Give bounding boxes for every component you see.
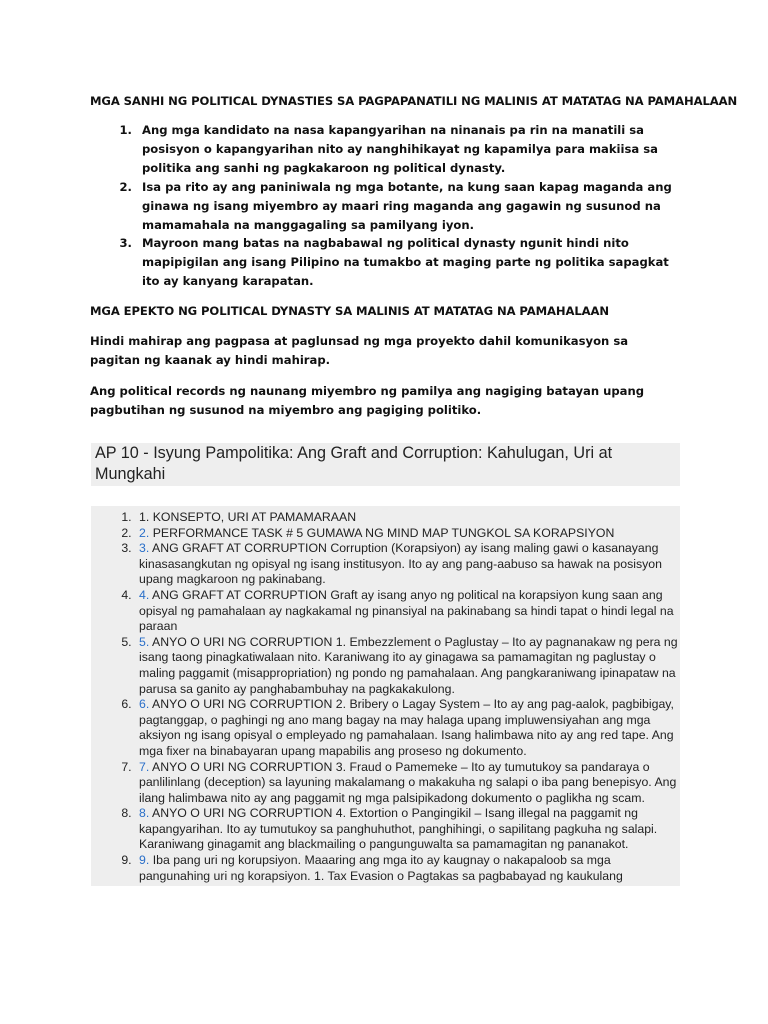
- slide-link[interactable]: 2.: [139, 525, 150, 540]
- list-item: [135, 760, 680, 807]
- list-item: [135, 635, 680, 697]
- item-text: ANYO O URI NG CORRUPTION 3. Fraud o Pamemeke – Ito ay tumutukoy sa pandaraya o panlilinlang (deception) sa layuning makalamang o makakuha ng salapi o iba pang benepisyo. Ang ilang halimbawa nito ay ang paggamit ng mga palsipikadong dokumento o paglikha ng scam.: [139, 759, 677, 805]
- political-dynasty-section: [90, 94, 738, 419]
- causes-heading: MGA SANHI NG POLITICAL DYNASTIES SA PAGPAPANATILI NG MALINIS AT MATATAG NA PAMAHALAAN: [90, 94, 738, 108]
- causes-list: [90, 121, 681, 291]
- effects-paragraph: Hindi mahirap ang pagpasa at paglunsad ng mga proyekto dahil komunikasyon sa pagitan ng kaanak ay hindi mahirap.: [90, 334, 629, 367]
- list-item: [135, 697, 680, 759]
- section-gap: [91, 486, 680, 506]
- slide-link[interactable]: 4.: [139, 587, 150, 602]
- effects-heading: MGA EPEKTO NG POLITICAL DYNASTY SA MALINIS AT MATATAG NA PAMAHALAAN: [90, 304, 610, 319]
- list-item: [135, 541, 680, 588]
- item-text: ANYO O URI NG CORRUPTION 1. Embezzlement o Paglustay – Ito ay pagnanakaw ng pera ng isang taong pinagkatiwalaan nito. Karaniwang ito ay ginagawa sa pamamagitan ng paglustay o maling paggamit (misappropriation) ng pondo ng pamahalaan. Ang pangkaraniwang ipinapataw na parusa sa ganito ay panghabambuhay na pagkakakulong.: [139, 634, 678, 696]
- list-item: 1. Ang mga kandidato na nasa kapangyarihan na ninanais pa rin na manatili sa posisyon o kapangyarihan nito ay nanghihikayat ng kapamilya para makiisa sa politika ang sanhi ng pagkakaroon ng political dynasty.: [136, 121, 681, 178]
- slide-link[interactable]: 8.: [139, 806, 150, 821]
- corruption-list: [91, 506, 680, 886]
- slide-link[interactable]: 5.: [139, 634, 150, 649]
- graft-corruption-section: [91, 443, 680, 886]
- slide-link[interactable]: 6.: [139, 697, 150, 712]
- list-item: 2. Isa pa rito ay ang paniniwala ng mga botante, na kung saan kapag maganda ang ginawa ng isang miyembro ay maari ring maganda ang gagawin ng susunod na mamamahala na manggagaling sa pamilyang iyon.: [136, 178, 681, 235]
- slide-link[interactable]: 9.: [139, 853, 150, 868]
- list-item: [135, 510, 680, 526]
- item-text: PERFORMANCE TASK # 5 GUMAWA NG MIND MAP TUNGKOL SA KORAPSIYON: [152, 525, 615, 540]
- slide-link[interactable]: 7.: [139, 759, 150, 774]
- effects-paragraph: Ang political records ng naunang miyembro ng pamilya ang nagiging batayan upang pagbutihan ng susunod na miyembro ang pagiging politiko.: [90, 384, 645, 417]
- item-text: Iba pang uri ng korupsiyon. Maaaring ang mga ito ay kaugnay o nakapaloob sa mga pangunahing uri ng korapsiyon. 1. Tax Evasion o Pagtakas sa pagbabayad ng kaukulang: [139, 853, 623, 883]
- item-number: 1.: [139, 510, 150, 524]
- list-item: 3. Mayroon mang batas na nagbabawal ng political dynasty ngunit hindi nito mapipigilan ang isang Pilipino na tumakbo at maging parte ng politika sapagkat ito ay kanyang karapatan.: [136, 234, 681, 291]
- list-item: [135, 853, 680, 884]
- slide-link[interactable]: 3.: [139, 541, 150, 556]
- item-text: ANG GRAFT AT CORRUPTION Corruption (Korapsiyon) ay isang maling gawi o kasanayang kinasasangkutan ng opisyal ng isang institusyon. Ito ay ang pang-aabuso sa hawak na posisyon upang magkaroon ng pakinabang.: [139, 541, 662, 587]
- item-text: ANG GRAFT AT CORRUPTION Graft ay isang anyo ng political na korapsiyon kung saan ang opisyal ng pamahalaan ay nagkakamal ng pinansiyal na pakinabang sa hindi tapat o hindi legal na paraan: [139, 587, 674, 634]
- item-text: ANYO O URI NG CORRUPTION 2. Bribery o Lagay System – Ito ay ang pag-aalok, pagbibigay, pagtanggap, o paghingi ng ano mang bagay na may halaga upang impluwensiyahan ang mga aksiyon ng isang opisyal o empleyado ng pamahalaan. Isang halimbawa nito ay ang red tape. Ang mga fixer na binabayaran upang mapabilis ang proseso ng dokumento.: [139, 697, 674, 758]
- section-title: AP 10 - Isyung Pampolitika: Ang Graft and Corruption: Kahulugan, Uri at Mungkahi: [95, 444, 613, 483]
- item-text: ANYO O URI NG CORRUPTION 4. Extortion o Pangingikil – Isang illegal na paggamit ng kapangyarihan. Ito ay tumutukoy sa panghuhuthot, panghihingi, o sapilitang pagkuha ng salapi. Karaniwang ginagamit ang blackmailing o pangunguwalta sa pamamagitan ng pananakot.: [139, 806, 658, 852]
- list-item: [135, 588, 680, 635]
- item-text: KONSEPTO, URI AT PAMAMARAAN: [152, 510, 357, 524]
- list-item: [135, 806, 680, 853]
- list-item: [135, 526, 680, 542]
